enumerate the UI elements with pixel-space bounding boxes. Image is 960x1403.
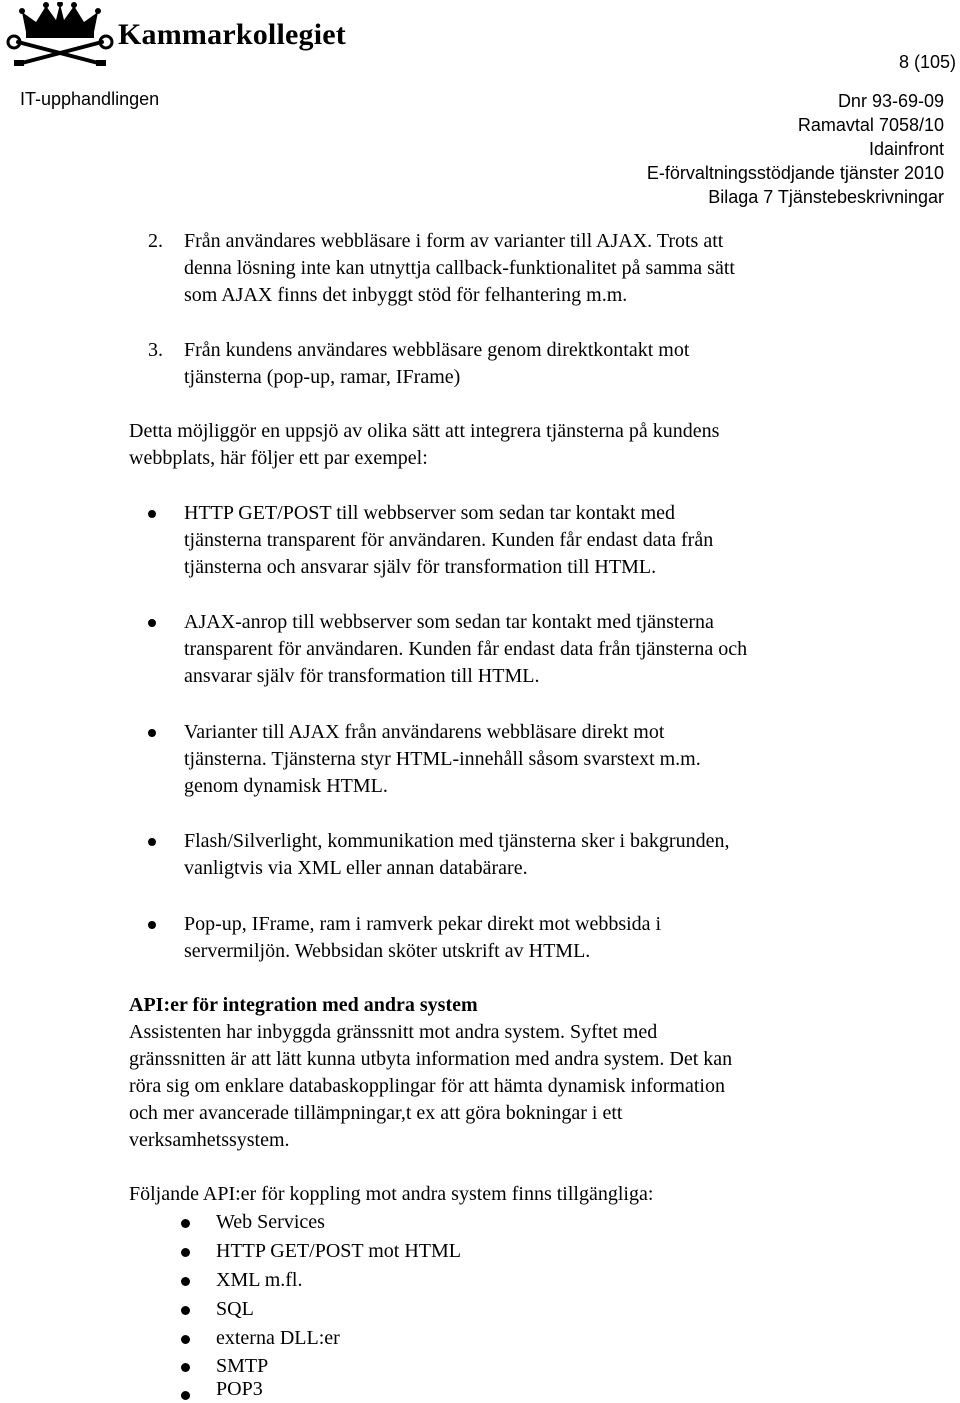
api-list-item: POP3 <box>216 1378 263 1400</box>
header-section-label: IT-upphandlingen <box>20 89 160 109</box>
header-contract-area: E-förvaltningsstödjande tjänster 2010 <box>646 163 944 183</box>
bullet-icon <box>148 729 156 737</box>
api-paragraph-line-4: och mer avancerade tillämpningar,t ex att göra bokningar i ett <box>129 1102 623 1124</box>
kammarkollegiet-crown-logo <box>4 2 116 68</box>
header-supplier: Idainfront <box>868 139 944 159</box>
bullet-icon <box>181 1277 190 1286</box>
api-paragraph-line-3: röra sig om enklare databaskopplingar för att hämta dynamisk information <box>129 1075 725 1097</box>
api-list-item: SMTP <box>216 1355 269 1377</box>
example-4-line-2: vanligtvis via XML eller annan databärare. <box>184 857 528 879</box>
example-1-line-3: tjänsterna och ansvarar själv för transformation till HTML. <box>184 556 657 578</box>
bullet-icon <box>148 510 156 518</box>
api-list-item: SQL <box>216 1298 254 1320</box>
bullet-icon <box>181 1248 190 1257</box>
numbered-item-2-line-1: Från användares webbläsare i form av varianter till AJAX. Trots att <box>184 230 724 252</box>
example-1-line-1: HTTP GET/POST till webbserver som sedan tar kontakt med <box>184 502 676 524</box>
example-5-line-1: Pop-up, IFrame, ram i ramverk pekar direkt mot webbsida i <box>184 913 662 935</box>
api-list-item: externa DLL:er <box>216 1327 340 1349</box>
example-4-line-1: Flash/Silverlight, kommunikation med tjänsterna sker i bakgrunden, <box>184 830 730 852</box>
api-paragraph-line-1: Assistenten har inbyggda gränssnitt mot andra system. Syftet med <box>129 1021 658 1043</box>
example-3-line-3: genom dynamisk HTML. <box>184 775 388 797</box>
api-paragraph-line-5: verksamhetssystem. <box>129 1129 290 1151</box>
numbered-item-3-line-1: Från kundens användares webbläsare genom direktkontakt mot <box>184 339 690 361</box>
bullet-icon <box>148 921 156 929</box>
api-list-item: HTTP GET/POST mot HTML <box>216 1240 462 1262</box>
example-1-line-2: tjänsterna transparent för användaren. Kunden får endast data från <box>184 529 714 551</box>
intro-paragraph-line-2: webbplats, här följer ett par exempel: <box>129 447 428 469</box>
numbered-item-2-line-3: som AJAX finns det inbyggt stöd för felhantering m.m. <box>184 284 628 306</box>
header-appendix: Bilaga 7 Tjänstebeskrivningar <box>708 187 944 207</box>
example-2-line-3: ansvarar själv för transformation till HTML. <box>184 665 540 687</box>
example-2-line-1: AJAX-anrop till webbserver som sedan tar kontakt med tjänsterna <box>184 611 714 633</box>
bullet-icon <box>148 619 156 627</box>
page-number: 8 (105) <box>898 52 956 72</box>
bullet-icon <box>148 838 156 846</box>
bullet-icon <box>181 1363 190 1372</box>
numbered-item-3-number: 3. <box>148 339 163 361</box>
numbered-item-3-line-2: tjänsterna (pop-up, ramar, IFrame) <box>184 366 461 388</box>
example-2-line-2: transparent för användaren. Kunden får endast data från tjänsterna och <box>184 638 748 660</box>
bullet-icon <box>181 1219 190 1228</box>
bullet-icon <box>181 1391 190 1400</box>
api-paragraph-line-2: gränssnitten är att lätt kunna utbyta information med andra system. Det kan <box>129 1048 733 1070</box>
header-reference-block <box>647 89 944 209</box>
example-3-line-1: Varianter till AJAX från användarens webbläsare direkt mot <box>184 721 665 743</box>
bullet-icon <box>181 1306 190 1315</box>
api-list-intro: Följande API:er för koppling mot andra system finns tillgängliga: <box>129 1183 654 1205</box>
numbered-item-2-number: 2. <box>148 230 163 252</box>
bullet-icon <box>181 1335 190 1344</box>
numbered-item-2-line-2: denna lösning inte kan utnyttja callback-funktionalitet på samma sätt <box>184 257 735 279</box>
header-ramavtal: Ramavtal 7058/10 <box>797 115 944 135</box>
api-section-heading: API:er för integration med andra system <box>129 994 478 1016</box>
intro-paragraph-line-1: Detta möjliggör en uppsjö av olika sätt att integrera tjänsterna på kundens <box>129 420 720 442</box>
example-3-line-2: tjänsterna. Tjänsterna styr HTML-innehåll såsom svarstext m.m. <box>184 748 701 770</box>
org-name: Kammarkollegiet <box>118 18 346 51</box>
header-dnr: Dnr 93-69-09 <box>837 91 944 111</box>
api-list-item: XML m.fl. <box>216 1269 303 1291</box>
example-5-line-2: servermiljön. Webbsidan sköter utskrift av HTML. <box>184 940 591 962</box>
api-list-item: Web Services <box>216 1211 325 1233</box>
